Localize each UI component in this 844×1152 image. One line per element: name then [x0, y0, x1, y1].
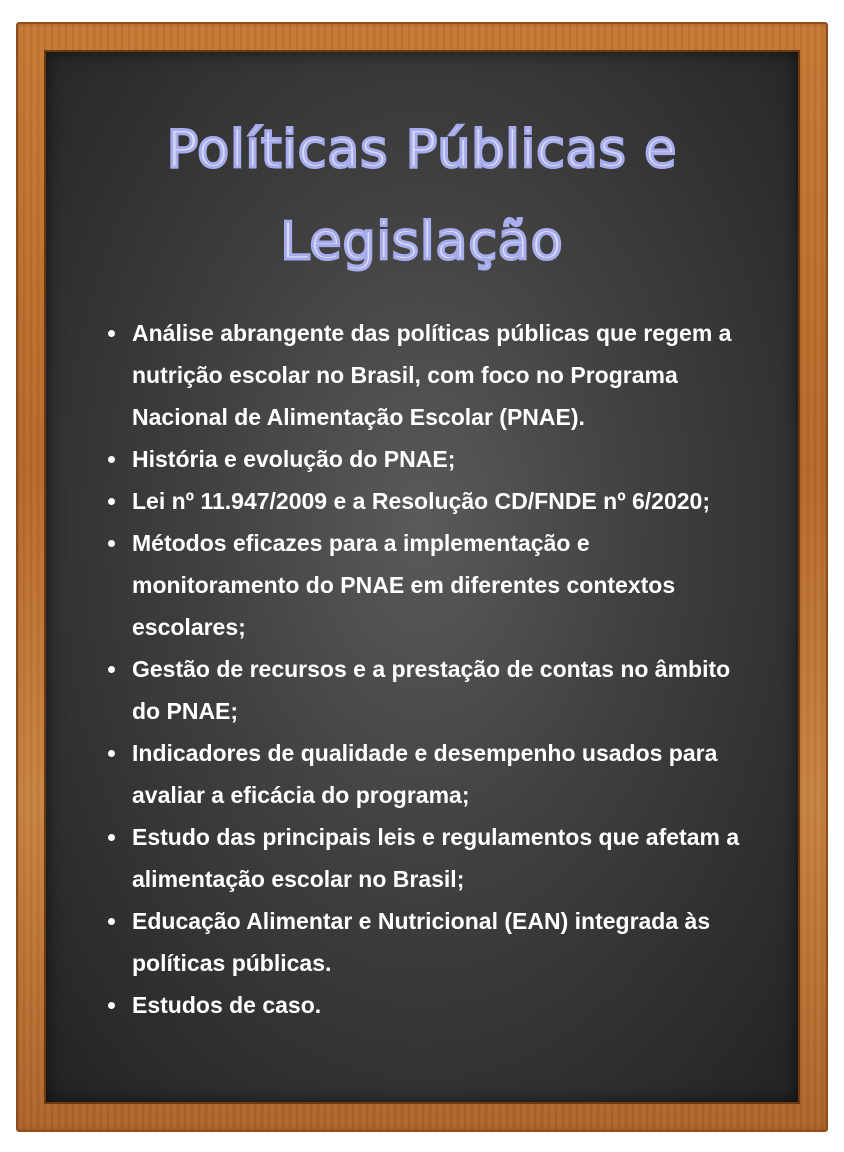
- topic-list: [104, 312, 760, 1026]
- title-line-1: Políticas Públicas e: [166, 120, 678, 180]
- chalkboard: [44, 50, 800, 1104]
- title-line-2: Legislação: [280, 212, 564, 272]
- list-item: Estudos de caso.: [104, 984, 760, 1026]
- list-item: Estudo das principais leis e regulamentos que afetam a alimentação escolar no Brasil;: [104, 816, 760, 900]
- list-item: Lei nº 11.947/2009 e a Resolução CD/FNDE nº 6/2020;: [104, 480, 760, 522]
- list-item: História e evolução do PNAE;: [104, 438, 760, 480]
- chalkboard-frame: [16, 22, 828, 1132]
- list-item: Indicadores de qualidade e desempenho usados para avaliar a eficácia do programa;: [104, 732, 760, 816]
- page-title: [44, 104, 800, 288]
- list-item: Educação Alimentar e Nutricional (EAN) integrada às políticas públicas.: [104, 900, 760, 984]
- list-item: Gestão de recursos e a prestação de contas no âmbito do PNAE;: [104, 648, 760, 732]
- list-item: Análise abrangente das políticas públicas que regem a nutrição escolar no Brasil, com foco no Programa Nacional de Alimentação Escolar (PNAE).: [104, 312, 760, 438]
- list-item: Métodos eficazes para a implementação e monitoramento do PNAE em diferentes contextos escolares;: [104, 522, 760, 648]
